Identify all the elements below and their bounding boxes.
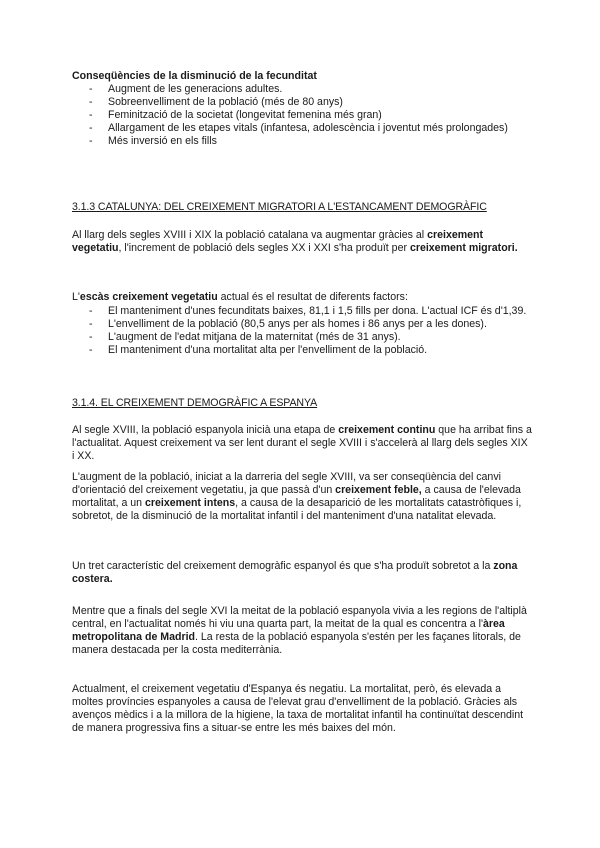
list-item: - El manteniment d'unes fecunditats baixes, 81,1 i 1,5 fills per dona. L'actual ICF és d'1,39. [72, 305, 532, 318]
espanya-paragraph-3 [72, 560, 532, 586]
text-run: L'augment de la població, iniciat a la darreria del segle XVIII, va ser conseqüència del canvi d'orientació del creixement vegetatiu, ja que passà d'un [72, 471, 501, 496]
text-run: Al llarg dels segles XVIII i XIX la població catalana va augmentar gràcies al [72, 229, 428, 241]
factors-list [72, 305, 532, 357]
consequences-list [72, 83, 532, 148]
text-run: actual és el resultat de diferents factors: [217, 291, 408, 303]
consequences-title: Conseqüències de la disminució de la fecunditat [72, 70, 317, 82]
text-run: Un tret característic del creixement demogràfic espanyol és que s'ha produït sobretot a la [72, 560, 494, 572]
section-heading-catalunya: 3.1.3 CATALUNYA: DEL CREIXEMENT MIGRATORI A L'ESTANCAMENT DEMOGRÀFIC [72, 201, 487, 213]
list-item: - Més inversió en els fills [72, 135, 532, 148]
bold-text: creixement continu [338, 424, 436, 436]
section-heading-espanya: 3.1.4. EL CREIXEMENT DEMOGRÀFIC A ESPANYA [72, 397, 318, 409]
list-item: - Allargament de les etapes vitals (infantesa, adolescència i joventut més prolongades) [72, 122, 532, 135]
catalunya-paragraph-2 [72, 291, 532, 304]
list-item: - L'envelliment de la població (80,5 anys per als homes i 86 anys per a les dones). [72, 318, 532, 331]
bold-text: creixement vegetatiu [72, 229, 484, 254]
consequences-block [72, 70, 532, 148]
text-run: , l'increment de població dels segles XX i XXI s'ha produït per [118, 242, 410, 254]
text-run: , a causa de la desaparició de les mortalitats catastròfiques i, sobretot, de la disminució de la mortalitat infantil i del manteniment d'una natalitat elevada. [72, 497, 522, 522]
bold-text: àrea metropolitana de Madrid [72, 618, 505, 643]
bold-text: creixement migratori. [409, 242, 518, 254]
text-run: . La resta de la població espanyola s'estén per les façanes litorals, de manera destacada per la costa mediterrània. [72, 631, 521, 656]
list-item: - Feminització de la societat (longevitat femenina més gran) [72, 109, 532, 122]
text-run: a causa de l'elevada mortalitat, a un [72, 484, 521, 509]
bold-text: zona costera. [72, 560, 518, 585]
text-run: que ha arribat fins a l'actualitat. Aquest creixement va ser lent durant el segle XVIII i s'accelerà al llarg dels segles XIX i XX. [72, 424, 532, 462]
catalunya-paragraph-1 [72, 229, 532, 255]
bold-text: creixement intens [145, 497, 236, 509]
list-item: - El manteniment d'una mortalitat alta per l'envelliment de la població. [72, 344, 532, 357]
text-run: Mentre que a finals del segle XVI la meitat de la població espanyola vivia a les regions de l'altiplà central, en l'actualitat només hi viu una quarta part, la meitat de la qual es concentra a l' [72, 605, 527, 630]
bold-text: escàs creixement vegetatiu [79, 291, 218, 303]
bold-text: creixement feble, [335, 484, 422, 496]
espanya-paragraph-1 [72, 424, 532, 463]
list-item: - Augment de les generacions adultes. [72, 83, 532, 96]
text-run: L' [72, 291, 80, 303]
list-item: - L'augment de l'edat mitjana de la maternitat (més de 31 anys). [72, 331, 532, 344]
espanya-paragraph-4 [72, 605, 532, 657]
espanya-paragraph-5: Actualment, el creixement vegetatiu d'Espanya és negatiu. La mortalitat, però, és elevada a moltes províncies espanyoles a causa de l'elevat grau d'envelliment de la població. Gràcies als avenços mèdics i a la millora de la higiene, la taxa de mortalitat infantil ha continuïtat descendint de manera progressiva fins a situar-se entre les més baixes del món. [72, 683, 524, 734]
list-item: - Sobreenvelliment de la població (més de 80 anys) [72, 96, 532, 109]
text-run: Al segle XVIII, la població espanyola inicià una etapa de [72, 424, 339, 436]
espanya-paragraph-2 [72, 471, 532, 523]
